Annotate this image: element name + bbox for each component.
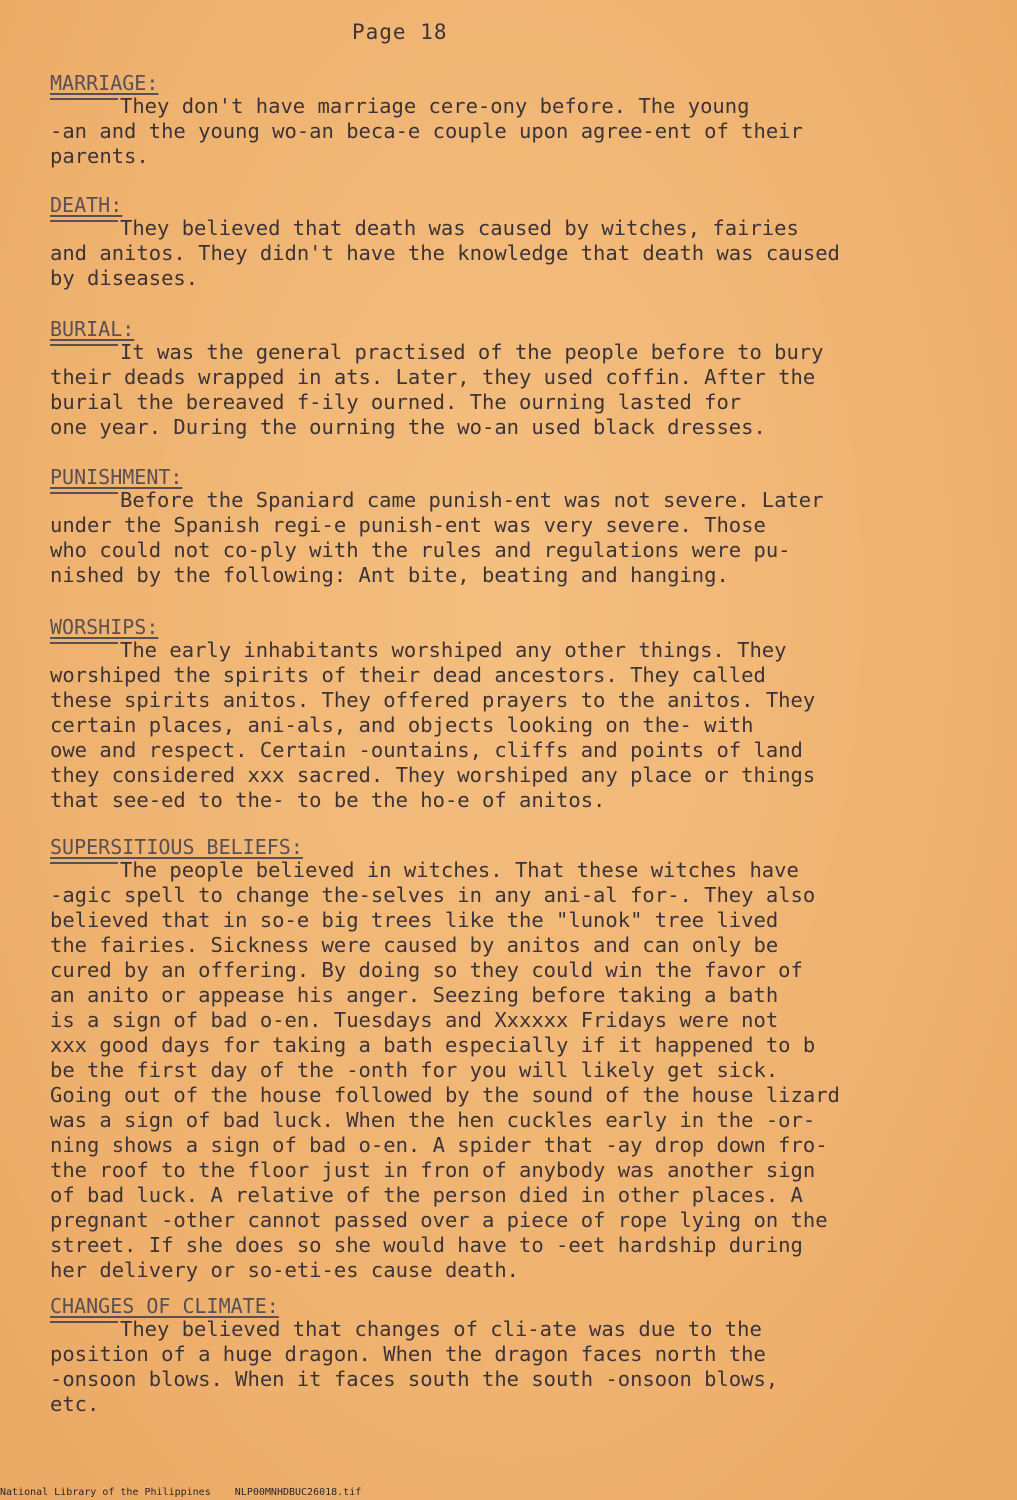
body-line: -agic spell to change the-selves in any ani-al for-. They also [50, 883, 816, 907]
body-line: -an and the young wo-an beca-e couple upon agree-ent of their [50, 119, 803, 143]
body-line: xxx good days for taking a bath especially if it happened to b [50, 1033, 816, 1057]
body-line: etc. [50, 1392, 100, 1416]
body-line: be the first day of the -onth for you will likely get sick. [50, 1058, 779, 1082]
body-line: was a sign of bad luck. When the hen cuckles early in the -or- [50, 1108, 816, 1132]
body-line: one year. During the ourning the wo-an used black dresses. [50, 415, 766, 439]
body-line: of bad luck. A relative of the person died in other places. A [50, 1183, 803, 1207]
section-heading: WORSHIPS: [50, 615, 159, 639]
section-worships [50, 616, 990, 813]
section-heading: SUPERSITIOUS BELIEFS: [50, 835, 303, 859]
body-line: street. If she does so she would have to -eet hardship during [50, 1233, 803, 1257]
body-line: The people believed in witches. That these witches have [50, 858, 990, 883]
body-line: It was the general practised of the people before to bury [50, 340, 990, 365]
body-line: worshiped the spirits of their dead ancestors. They called [50, 663, 766, 687]
section-heading: CHANGES OF CLIMATE: [50, 1294, 279, 1318]
body-line: her delivery or so-eti-es cause death. [50, 1258, 519, 1282]
body-line: under the Spanish regi-e punish-ent was very severe. Those [50, 513, 766, 537]
archive-footer: National Library of the Philippines NLP00MNHDBUC26018.tif [0, 1487, 362, 1498]
section-burial [50, 318, 990, 440]
body-line: that see-ed to the- to be the ho-e of anitos. [50, 788, 606, 812]
body-line: believed that in so-e big trees like the "lunok" tree lived [50, 908, 779, 932]
section-heading: PUNISHMENT: [50, 465, 183, 489]
body-line: who could not co-ply with the rules and regulations were pu- [50, 538, 791, 562]
section-changes-of-climate [50, 1295, 990, 1417]
section-punishment [50, 466, 990, 588]
body-line: -onsoon blows. When it faces south the south -onsoon blows, [50, 1367, 779, 1391]
body-line: these spirits anitos. They offered prayers to the anitos. They [50, 688, 816, 712]
section-death [50, 194, 990, 291]
section-superstitious-beliefs [50, 836, 990, 1283]
body-line: they considered xxx sacred. They worshiped any place or things [50, 763, 816, 787]
body-line: is a sign of bad o-en. Tuesdays and Xxxxxx Fridays were not [50, 1008, 779, 1032]
section-heading: BURIAL: [50, 317, 135, 341]
section-heading: DEATH: [50, 193, 123, 217]
body-line: an anito or appease his anger. Seezing before taking a bath [50, 983, 779, 1007]
body-line: They believed that changes of cli-ate was due to the [50, 1317, 990, 1342]
body-line: certain places, ani-als, and objects looking on the- with [50, 713, 754, 737]
body-line: The early inhabitants worshiped any other things. They [50, 638, 990, 663]
body-line: parents. [50, 144, 149, 168]
body-line: by diseases. [50, 266, 199, 290]
section-marriage [50, 72, 990, 169]
section-heading: MARRIAGE: [50, 71, 159, 95]
body-line: the fairies. Sickness were caused by anitos and can only be [50, 933, 779, 957]
body-line: cured by an offering. By doing so they could win the favor of [50, 958, 803, 982]
body-line: the roof to the floor just in fron of anybody was another sign [50, 1158, 816, 1182]
body-line: Before the Spaniard came punish-ent was not severe. Later [50, 488, 990, 513]
body-line: and anitos. They didn't have the knowledge that death was caused [50, 241, 840, 265]
body-line: They believed that death was caused by witches, fairies [50, 216, 990, 241]
body-line: Going out of the house followed by the sound of the house lizard [50, 1083, 840, 1107]
body-line: burial the bereaved f-ily ourned. The ourning lasted for [50, 390, 742, 414]
page-number: Page 18 [352, 20, 448, 44]
body-line: position of a huge dragon. When the dragon faces north the [50, 1342, 766, 1366]
body-line: nished by the following: Ant bite, beating and hanging. [50, 563, 729, 587]
body-line: owe and respect. Certain -ountains, cliffs and points of land [50, 738, 803, 762]
body-line: They don't have marriage cere-ony before. The young [50, 94, 990, 119]
body-line: their deads wrapped in ats. Later, they used coffin. After the [50, 365, 816, 389]
body-line: ning shows a sign of bad o-en. A spider that -ay drop down fro- [50, 1133, 828, 1157]
body-line: pregnant -other cannot passed over a piece of rope lying on the [50, 1208, 828, 1232]
